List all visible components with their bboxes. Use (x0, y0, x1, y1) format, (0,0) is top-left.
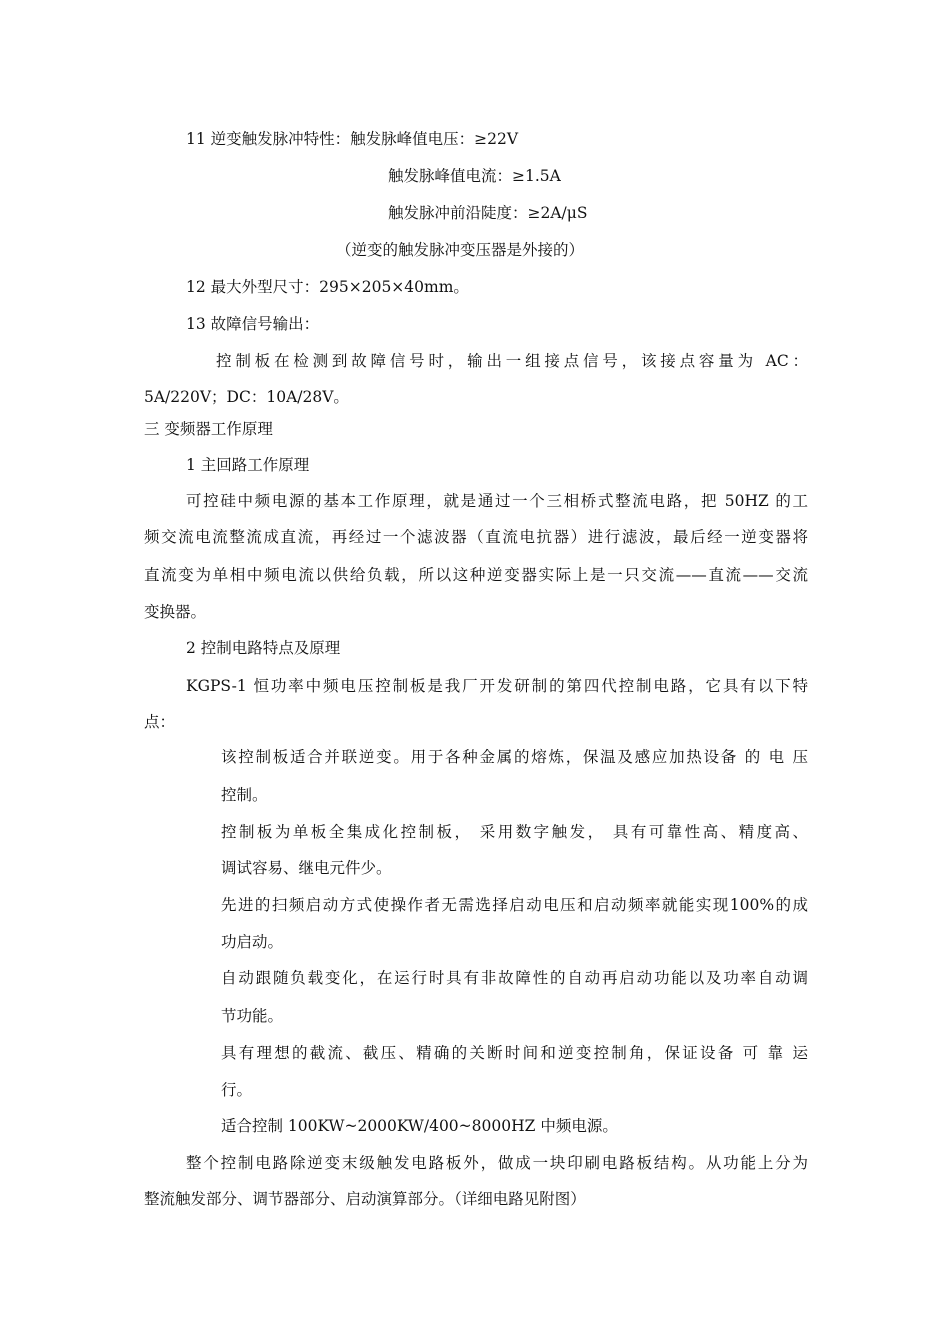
closing-line-2: 整流触发部分、调节器部分、启动演算部分。（详细电路见附图） (144, 1190, 586, 1208)
spec-12: 12 最大外型尺寸：295×205×40mm。 (186, 278, 469, 296)
paragraph-line: 可控硅中频电源的基本工作原理，就是通过一个三相桥式整流电路，把 50HZ 的工 (186, 492, 808, 510)
feature-line: 节功能。 (221, 1007, 284, 1025)
spec-11-line-3: 触发脉冲前沿陡度：≥2A/μS (388, 204, 588, 222)
spec-13-heading: 13 故障信号输出： (186, 315, 320, 333)
intro-line-1: KGPS-1 恒功率中频电压控制板是我厂开发研制的第四代控制电路，它具有以下特 (186, 677, 808, 695)
sub-2-heading: 2 控制电路特点及原理 (186, 639, 341, 657)
paragraph-line: 直流变为单相中频电流以供给负载，所以这种逆变器实际上是一只交流——直流——交流 (144, 566, 808, 584)
feature-line: 行。 (221, 1081, 253, 1099)
feature-line: 具有理想的截流、截压、精确的关断时间和逆变控制角，保证设备 可 靠 运 (221, 1044, 808, 1062)
paragraph-line: 频交流电流整流成直流，再经过一个滤波器（直流电抗器）进行滤波，最后经一逆变器将 (144, 528, 808, 546)
section-3-heading: 三 变频器工作原理 (144, 420, 273, 438)
spec-13-body-line-1: 控制板在检测到故障信号时，输出一组接点信号，该接点容量为 AC： (216, 352, 808, 370)
feature-line: 功启动。 (221, 933, 284, 951)
closing-line-1: 整个控制电路除逆变末级触发电路板外，做成一块印刷电路板结构。从功能上分为 (186, 1154, 808, 1172)
feature-line: 先进的扫频启动方式使操作者无需选择启动电压和启动频率就能实现100%的成 (221, 896, 808, 914)
sub-1-heading: 1 主回路工作原理 (186, 456, 310, 474)
intro-line-2: 点： (144, 713, 176, 731)
feature-line: 调试容易、继电元件少。 (221, 859, 392, 877)
feature-line: 适合控制 100KW~2000KW/400~8000HZ 中频电源。 (221, 1117, 618, 1135)
spec-11-note: （逆变的触发脉冲变压器是外接的） (336, 241, 585, 259)
feature-line: 控制板为单板全集成化控制板， 采用数字触发， 具有可靠性高、精度高、 (221, 823, 808, 841)
paragraph-line: 变换器。 (144, 603, 207, 621)
spec-13-body-line-2: 5A/220V；DC：10A/28V。 (144, 388, 349, 406)
feature-line: 该控制板适合并联逆变。用于各种金属的熔炼，保温及感应加热设备 的 电 压 (221, 748, 808, 766)
feature-line: 自动跟随负载变化，在运行时具有非故障性的自动再启动功能以及功率自动调 (221, 969, 808, 987)
feature-line: 控制。 (221, 786, 268, 804)
spec-11-line-2: 触发脉峰值电流：≥1.5A (388, 167, 561, 185)
spec-11-line-1: 11 逆变触发脉冲特性：触发脉峰值电压：≥22V (186, 130, 519, 148)
